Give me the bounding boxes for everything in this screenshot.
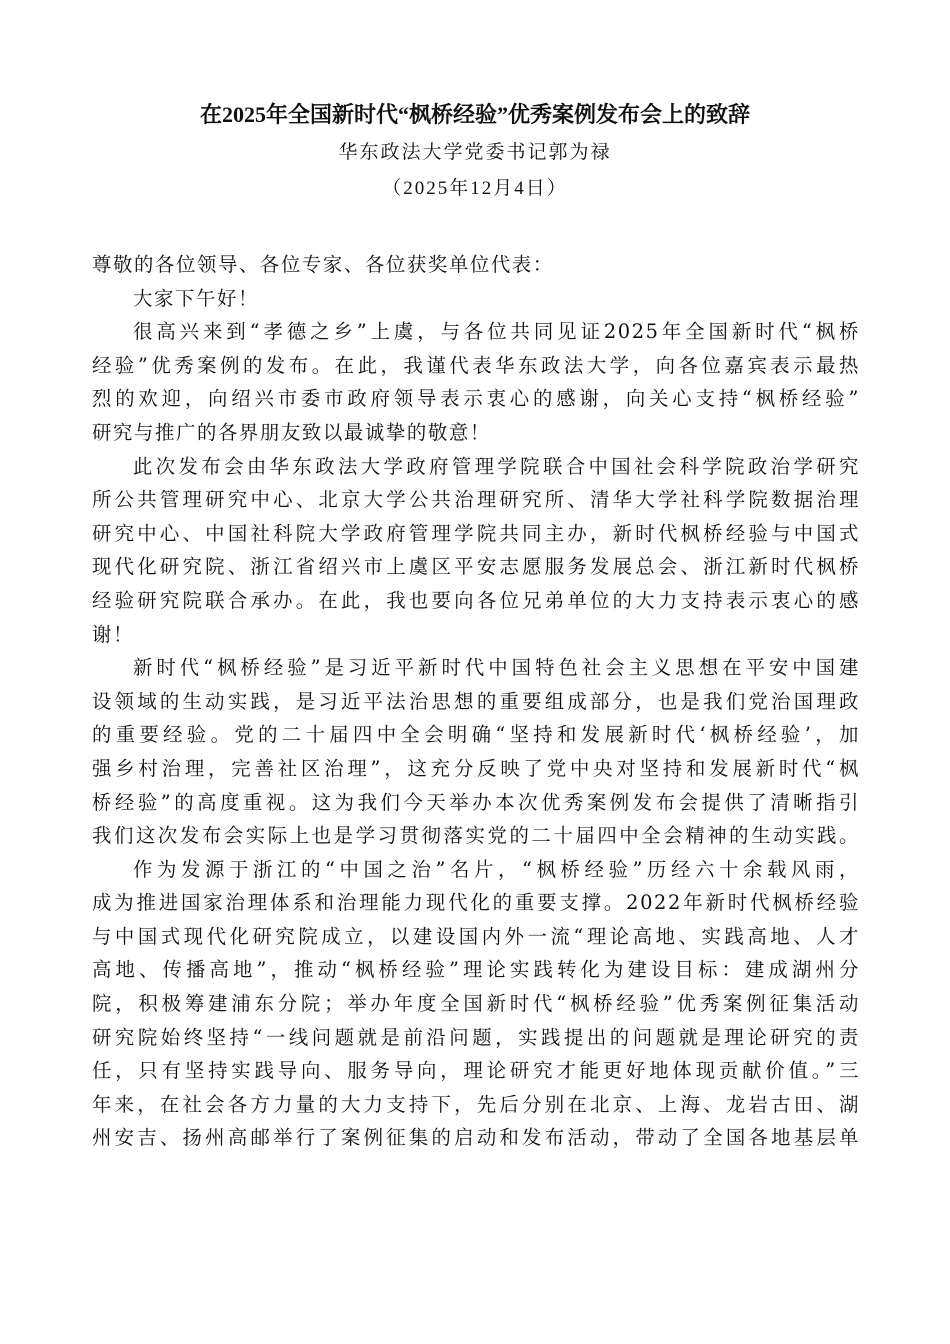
body-line: 谢！ xyxy=(92,622,134,646)
body-line: 设领域的生动实践，是习近平法治思想的重要组成部分，也是我们党治国理政 xyxy=(92,689,860,713)
body-line: 新时代“枫桥经验”是习近平新时代中国特色社会主义思想在平安中国建 xyxy=(133,656,860,680)
body-line: 桥经验”的高度重视。这为我们今天举办本次优秀案例发布会提供了清晰指引 xyxy=(92,790,860,814)
body-line: 此次发布会由华东政法大学政府管理学院联合中国社会科学院政治学研究 xyxy=(133,454,860,478)
body-line: 与中国式现代化研究院成立，以建设国内外一流“理论高地、实践高地、人才 xyxy=(92,924,860,948)
body-line: 州安吉、扬州高邮举行了案例征集的启动和发布活动，带动了全国各地基层单 xyxy=(92,1126,860,1150)
body-line: 经验研究院联合承办。在此，我也要向各位兄弟单位的大力支持表示衷心的感 xyxy=(92,588,860,612)
document-date: （2025年12月4日） xyxy=(382,178,568,199)
body-line: 院，积极筹建浦东分院；举办年度全国新时代“枫桥经验”优秀案例征集活动 xyxy=(92,992,860,1016)
body-line: 经验”优秀案例的发布。在此，我谨代表华东政法大学，向各位嘉宾表示最热 xyxy=(92,353,860,377)
body-line: 烈的欢迎，向绍兴市委市政府领导表示衷心的感谢，向关心支持“枫桥经验” xyxy=(92,387,860,411)
body-line: 研究院始终坚持“一线问题就是前沿问题，实践提出的问题就是理论研究的责 xyxy=(92,1025,860,1049)
body-line: 成为推进国家治理体系和治理能力现代化的重要支撑。2022年新时代枫桥经验 xyxy=(92,891,860,915)
body-line: 任，只有坚持实践导向、服务导向，理论研究才能更好地体现贡献价值。”三 xyxy=(92,1059,860,1083)
body-line: 尊敬的各位领导、各位专家、各位获奖单位代表： xyxy=(92,253,554,276)
body-line: 作为发源于浙江的“中国之治”名片，“枫桥经验”历经六十余载风雨， xyxy=(133,857,860,881)
document-body xyxy=(92,248,860,1155)
body-line: 强乡村治理，完善社区治理”，这充分反映了党中央对坚持和发展新时代“枫 xyxy=(92,756,860,780)
body-line: 所公共管理研究中心、北京大学公共治理研究所、清华大学社科学院数据治理 xyxy=(92,488,860,512)
body-line: 我们这次发布会实际上也是学习贯彻落实党的二十届四中全会精神的生动实践。 xyxy=(92,824,860,848)
body-line: 的重要经验。党的二十届四中全会明确“坚持和发展新时代‘枫桥经验’，加 xyxy=(92,723,860,747)
document-title: 在2025年全国新时代“枫桥经验”优秀案例发布会上的致辞 xyxy=(199,102,750,127)
body-line: 年来，在社会各方力量的大力支持下，先后分别在北京、上海、龙岩古田、湖 xyxy=(92,1092,860,1116)
body-line: 很高兴来到“孝德之乡”上虞，与各位共同见证2025年全国新时代“枫桥 xyxy=(133,320,860,344)
body-line: 现代化研究院、浙江省绍兴市上虞区平安志愿服务发展总会、浙江新时代枫桥 xyxy=(92,555,860,579)
body-line: 高地、传播高地”，推动“枫桥经验”理论实践转化为建设目标：建成湖州分 xyxy=(92,958,860,982)
body-line: 研究与推广的各界朋友致以最诚挚的敬意！ xyxy=(92,420,491,444)
document-author: 华东政法大学党委书记郭为禄 xyxy=(338,141,612,163)
body-line: 大家下午好！ xyxy=(133,286,259,310)
body-line: 研究中心、中国社科院大学政府管理学院共同主办，新时代枫桥经验与中国式 xyxy=(92,521,860,545)
